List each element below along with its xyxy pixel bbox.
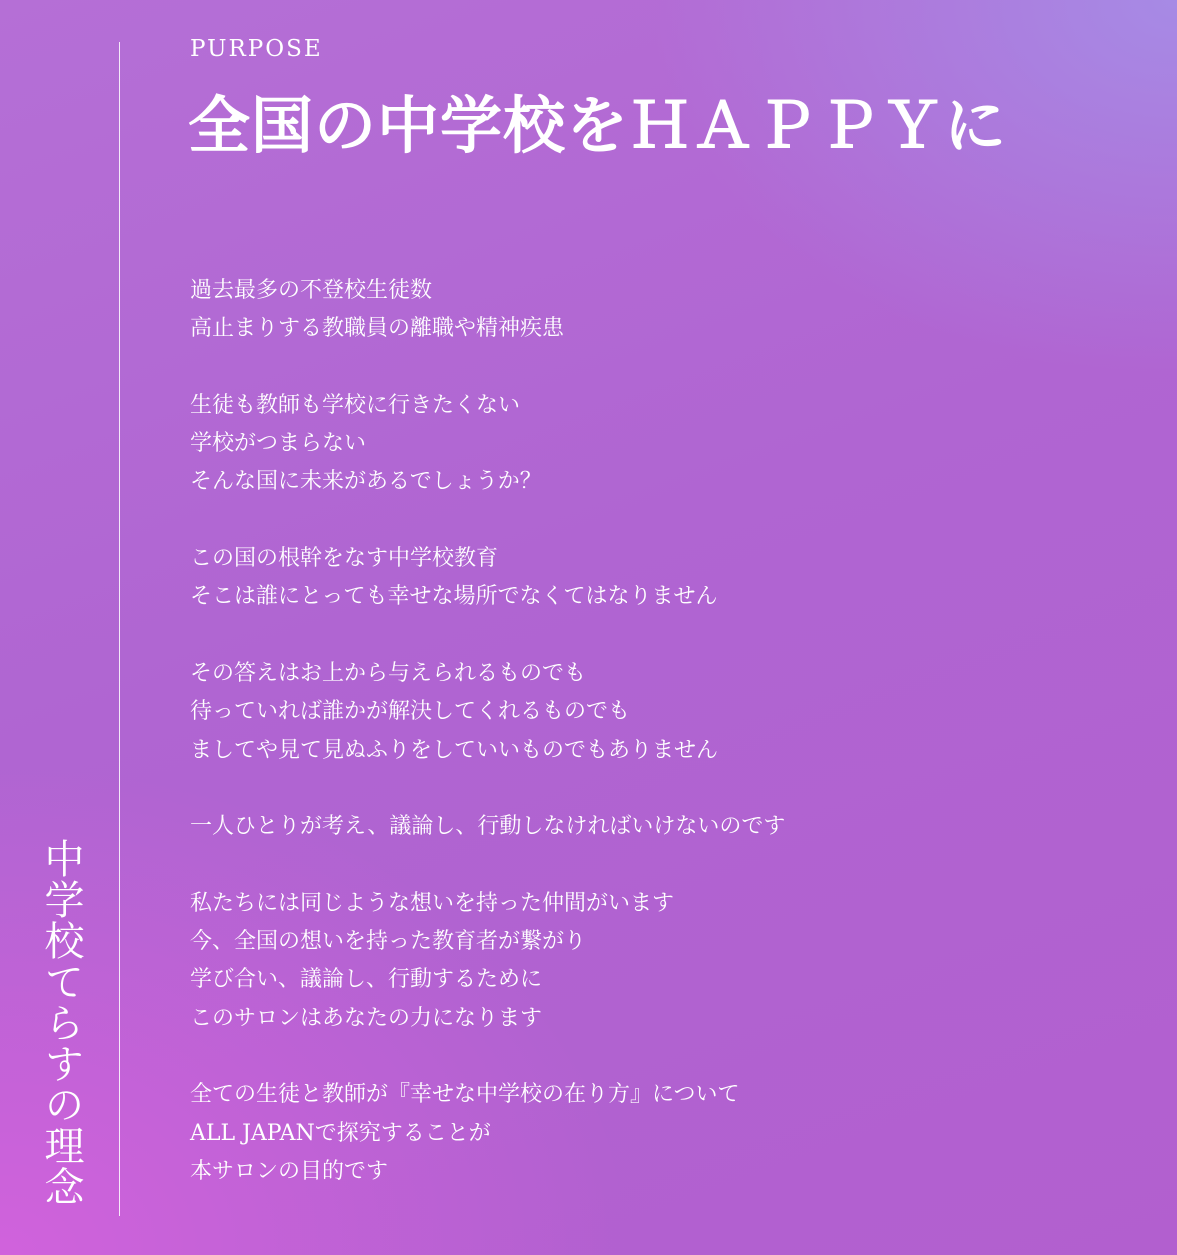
paragraph (190, 885, 1090, 1038)
paragraph (190, 272, 1090, 349)
text-line: 待っていれば誰かが解決してくれるものでも (190, 699, 631, 725)
text-line: 高止まりする教職員の離職や精神疾患 (190, 316, 565, 342)
text-line: そこは誰にとっても幸せな場所でなくてはなりません (190, 584, 718, 610)
paragraph (190, 655, 1090, 770)
text-line: その答えはお上から与えられるものでも (190, 660, 587, 686)
text-line: ALL JAPANで探究することが (190, 1120, 491, 1146)
text-line: 本サロンの目的です (190, 1158, 389, 1184)
paragraph (190, 1076, 1090, 1191)
text-line: 生徒も教師も学校に行きたくない (190, 392, 521, 418)
page-headline: 全国の中学校をＨＡＰＰＹに (188, 89, 1008, 162)
text-line: 私たちには同じような想いを持った仲間がいます (190, 890, 675, 916)
text-line: ましてや見て見ぬふりをしていいものでもありません (190, 737, 719, 763)
text-line: 全ての生徒と教師が『幸せな中学校の在り方』について (190, 1082, 740, 1108)
text-line: このサロンはあなたの力になります (190, 1005, 543, 1031)
paragraph (190, 808, 1090, 846)
paragraph (190, 540, 1090, 617)
text-line: 学び合い、議論し、行動するために (190, 967, 543, 993)
text-line: 今、全国の想いを持った教育者が繋がり (190, 929, 587, 955)
section-eyebrow: PURPOSE (190, 36, 323, 62)
text-line: 一人ひとりが考え、議論し、行動しなければいけないのです (190, 814, 786, 840)
paragraph (190, 387, 1090, 502)
text-line: 過去最多の不登校生徒数 (190, 278, 433, 303)
text-line: この国の根幹をなす中学校教育 (190, 546, 499, 572)
text-line: そんな国に未来があるでしょうか？ (190, 469, 542, 495)
purpose-body (190, 272, 1090, 1191)
text-line: 学校がつまらない (190, 431, 367, 457)
vertical-divider (119, 42, 120, 1216)
vertical-section-title: 中学校てらすの理念 (38, 838, 84, 1207)
